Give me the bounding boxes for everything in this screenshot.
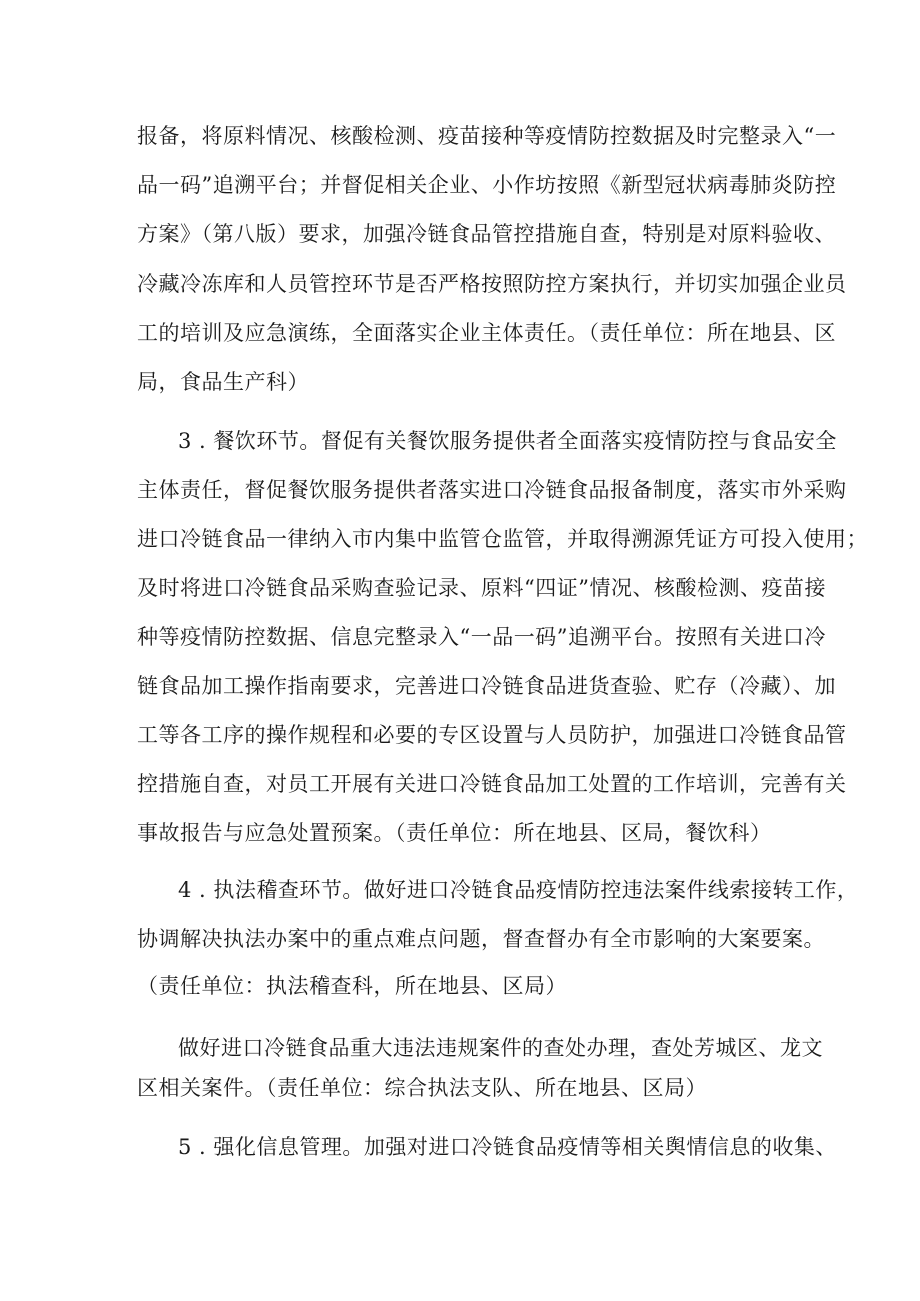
paragraph-line: 事故报告与应急处置预案。（责任单位：所在地县、区局，餐饮科） [137,821,772,845]
paragraph-line: 做好进口冷链食品重大违法违规案件的查处办理，查处芳城区、龙文 [178,1036,823,1060]
paragraph-line: 进口冷链食品一律纳入市内集中监管仓监管，并取得溯源凭证方可投入使用； [137,527,868,551]
paragraph-line: 种等疫情防控数据、信息完整录入“一品一码”追溯平台。按照有关进口冷 [137,625,826,649]
paragraph-line: 工的培训及应急演练，全面落实企业主体责任。（责任单位：所在地县、区 [137,321,836,345]
paragraph-line: 冷藏冷冻库和人员管控环节是否严格按照防控方案执行，并切实加强企业员 [137,272,847,296]
paragraph-line: 3 . 餐饮环节。督促有关餐饮服务提供者全面落实疫情防控与食品安全 [178,429,837,453]
paragraph-line: 5 . 强化信息管理。加强对进口冷链食品疫情等相关舆情信息的收集、 [178,1135,837,1159]
paragraph-line: 协调解决执法办案中的重点难点问题，督查督办有全市影响的大案要案。 [137,927,825,951]
paragraph-line: 控措施自查，对员工开展有关进口冷链食品加工处置的工作培训，完善有关 [137,772,847,796]
paragraph-line: 4 . 执法稽查环节。做好进口冷链食品疫情防控违法案件线索接转工作， [178,878,859,902]
paragraph-line: 局，食品生产科） [137,370,309,394]
paragraph-line: 品一码”追溯平台；并督促相关企业、小作坊按照《新型冠状病毒肺炎防控 [137,173,837,197]
paragraph-line: 链食品加工操作指南要求，完善进口冷链食品进货查验、贮存（冷藏）、加 [137,674,836,698]
paragraph-line: 工等各工序的操作规程和必要的专区设置与人员防护，加强进口冷链食品管 [137,723,847,747]
paragraph-line: （责任单位：执法稽查科，所在地县、区局） [137,974,567,998]
paragraph-line: 及时将进口冷链食品采购查验记录、原料“四证”情况、核酸检测、疫苗接 [137,576,826,600]
paragraph-line: 方案》（第八版）要求，加强冷链食品管控措施自查，特别是对原料验收、 [137,222,836,246]
paragraph-line: 区相关案件。（责任单位：综合执法支队、所在地县、区局） [137,1076,707,1100]
paragraph-line: 主体责任，督促餐饮服务提供者落实进口冷链食品报备制度，落实市外采购 [137,478,847,502]
paragraph-line: 报备，将原料情况、核酸检测、疫苗接种等疫情防控数据及时完整录入“一 [137,124,837,148]
